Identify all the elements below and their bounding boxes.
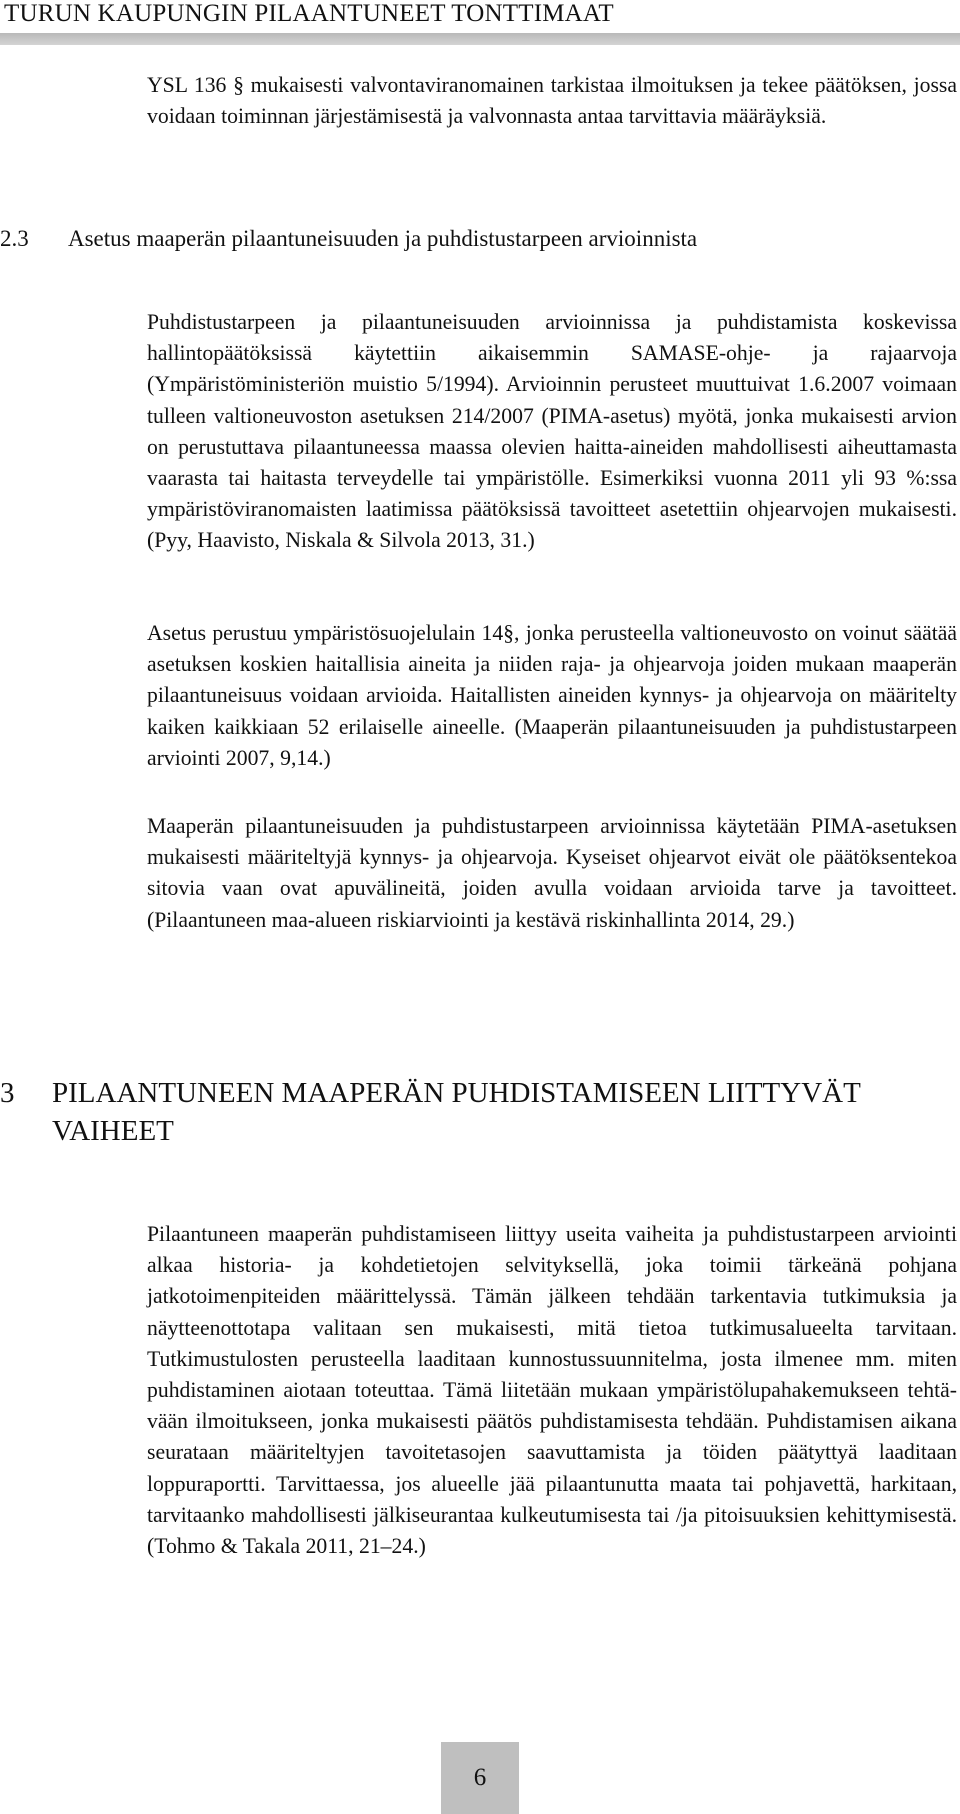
- subsection-number: 2.3: [0, 226, 29, 251]
- paragraph-pima: Maaperän pilaantuneisuuden ja puhdistustarpeen arvioinnissa käytetään PIMA-asetuksen mukaisesti määriteltyjä kynnys- ja ohjearvoja. Kyseiset ohjearvot eivät ole päätöksentekoa sitovia vaan ovat apuvälineitä, joiden avulla voidaan arvioida tarve ja tavoitteet. (Pilaantuneen maa-alueen riskiarviointi ja kestävä riskinhallinta 2014, 29.): [147, 814, 957, 932]
- chapter-heading: [0, 1074, 861, 1150]
- page-number: 6: [473, 1764, 487, 1791]
- chapter-title-line1: PILAANTUNEEN MAAPERÄN PUHDISTAMISEEN LIITTYVÄT: [52, 1077, 861, 1109]
- paragraph-ysl: YSL 136 § mukaisesti valvontaviranomainen tarkistaa ilmoituksen ja tekee päätöksen, jossa voidaan toiminnan järjestämisestä ja valvonnasta antaa tarvittavia määräyksiä.: [147, 73, 957, 129]
- subsection-title: Asetus maaperän pilaantuneisuuden ja puhdistustarpeen arvioinnista: [68, 226, 698, 251]
- paragraph-samase: Puhdistustarpeen ja pilaantuneisuuden arvioinnissa ja puhdistamista koskevissa hallintopäätöksissä käytettiin aikaisemmin SAMASE-ohje- ja rajaarvoja (Ympäristöministeriön muistio 5/1994). Arvioinnin perusteet muuttuivat 1.6.2007 voimaan tulleen valtioneuvoston asetuksen 214/2007 (PIMA-asetus) myötä, jonka mukaisesti arvion on perustuttava pilaantuneessa maassa olevien haitta-aineiden mahdollisesti aiheuttamasta vaarasta tai haitasta terveydelle tai ympäristölle. Esimerkiksi vuonna 2011 yli 93 %:ssa ympäristöviranomaisten laatimissa päätöksissä tavoitteet asetettiin ohjearvojen mukaisesti. (Pyy, Haavisto, Niskala & Silvola 2013, 31.): [147, 310, 957, 553]
- paragraph-vaiheet: Pilaantuneen maaperän puhdistamiseen liittyy useita vaiheita ja puhdistustarpeen arviointi alkaa historia- ja kohdetietojen selvityksellä, joka toimii tärkeänä pohjana jatkotoimenpiteiden määrittelyssä. Tämän jälkeen tehdään tarkentavia tutkimuksia ja näytteenottotapa valitaan sen mukaisesti, mitä tietoa tutkimusalueelta tarvitaan. Tutkimustulosten perusteella laaditaan kunnostussuunnitelma, josta ilmenee mm. miten puhdistaminen aiotaan toteuttaa. Tämä liitetään mukaan ympäristölupahakemukseen tehtävään ilmoitukseen, jonka mukaisesti päätös puhdistamisesta tehdään. Puhdistamisen aikana seurataan määriteltyjen tavoitetasojen saavuttamista ja töiden päätyttyä laaditaan loppuraportti. Tarvittaessa, jos alueelle jää pilaantunutta maata tai pohjavettä, harkitaan, tarvitaanko mahdollisesti jälkiseurantaa kulkeutumisesta tai /ja pitoisuuksien kehittymisestä. (Tohmo & Takala 2011, 21–24.): [147, 1222, 957, 1559]
- header-title: TURUN KAUPUNGIN PILAANTUNEET TONTTIMAAT: [4, 0, 614, 27]
- chapter-number: 3: [0, 1077, 15, 1109]
- page-number-box: [441, 1742, 519, 1814]
- header-rule: [0, 33, 960, 45]
- subsection-heading: [0, 224, 697, 254]
- chapter-title-line2: VAIHEET: [52, 1115, 174, 1147]
- paragraph-asetus: Asetus perustuu ympäristösuojelulain 14§, jonka perusteella valtioneuvosto on voinut säätää asetuksen koskien haitallisia aineita ja niiden raja- ja ohjearvoja joiden mukaan maaperän pilaantuneisuus voidaan arvioida. Haitallisten aineiden kynnys- ja ohjearvoja on määritelty kaiken kaikkiaan 52 erilaiselle aineelle. (Maaperän pilaantuneisuuden ja puhdistustarpeen arviointi 2007, 9,14.): [147, 621, 957, 770]
